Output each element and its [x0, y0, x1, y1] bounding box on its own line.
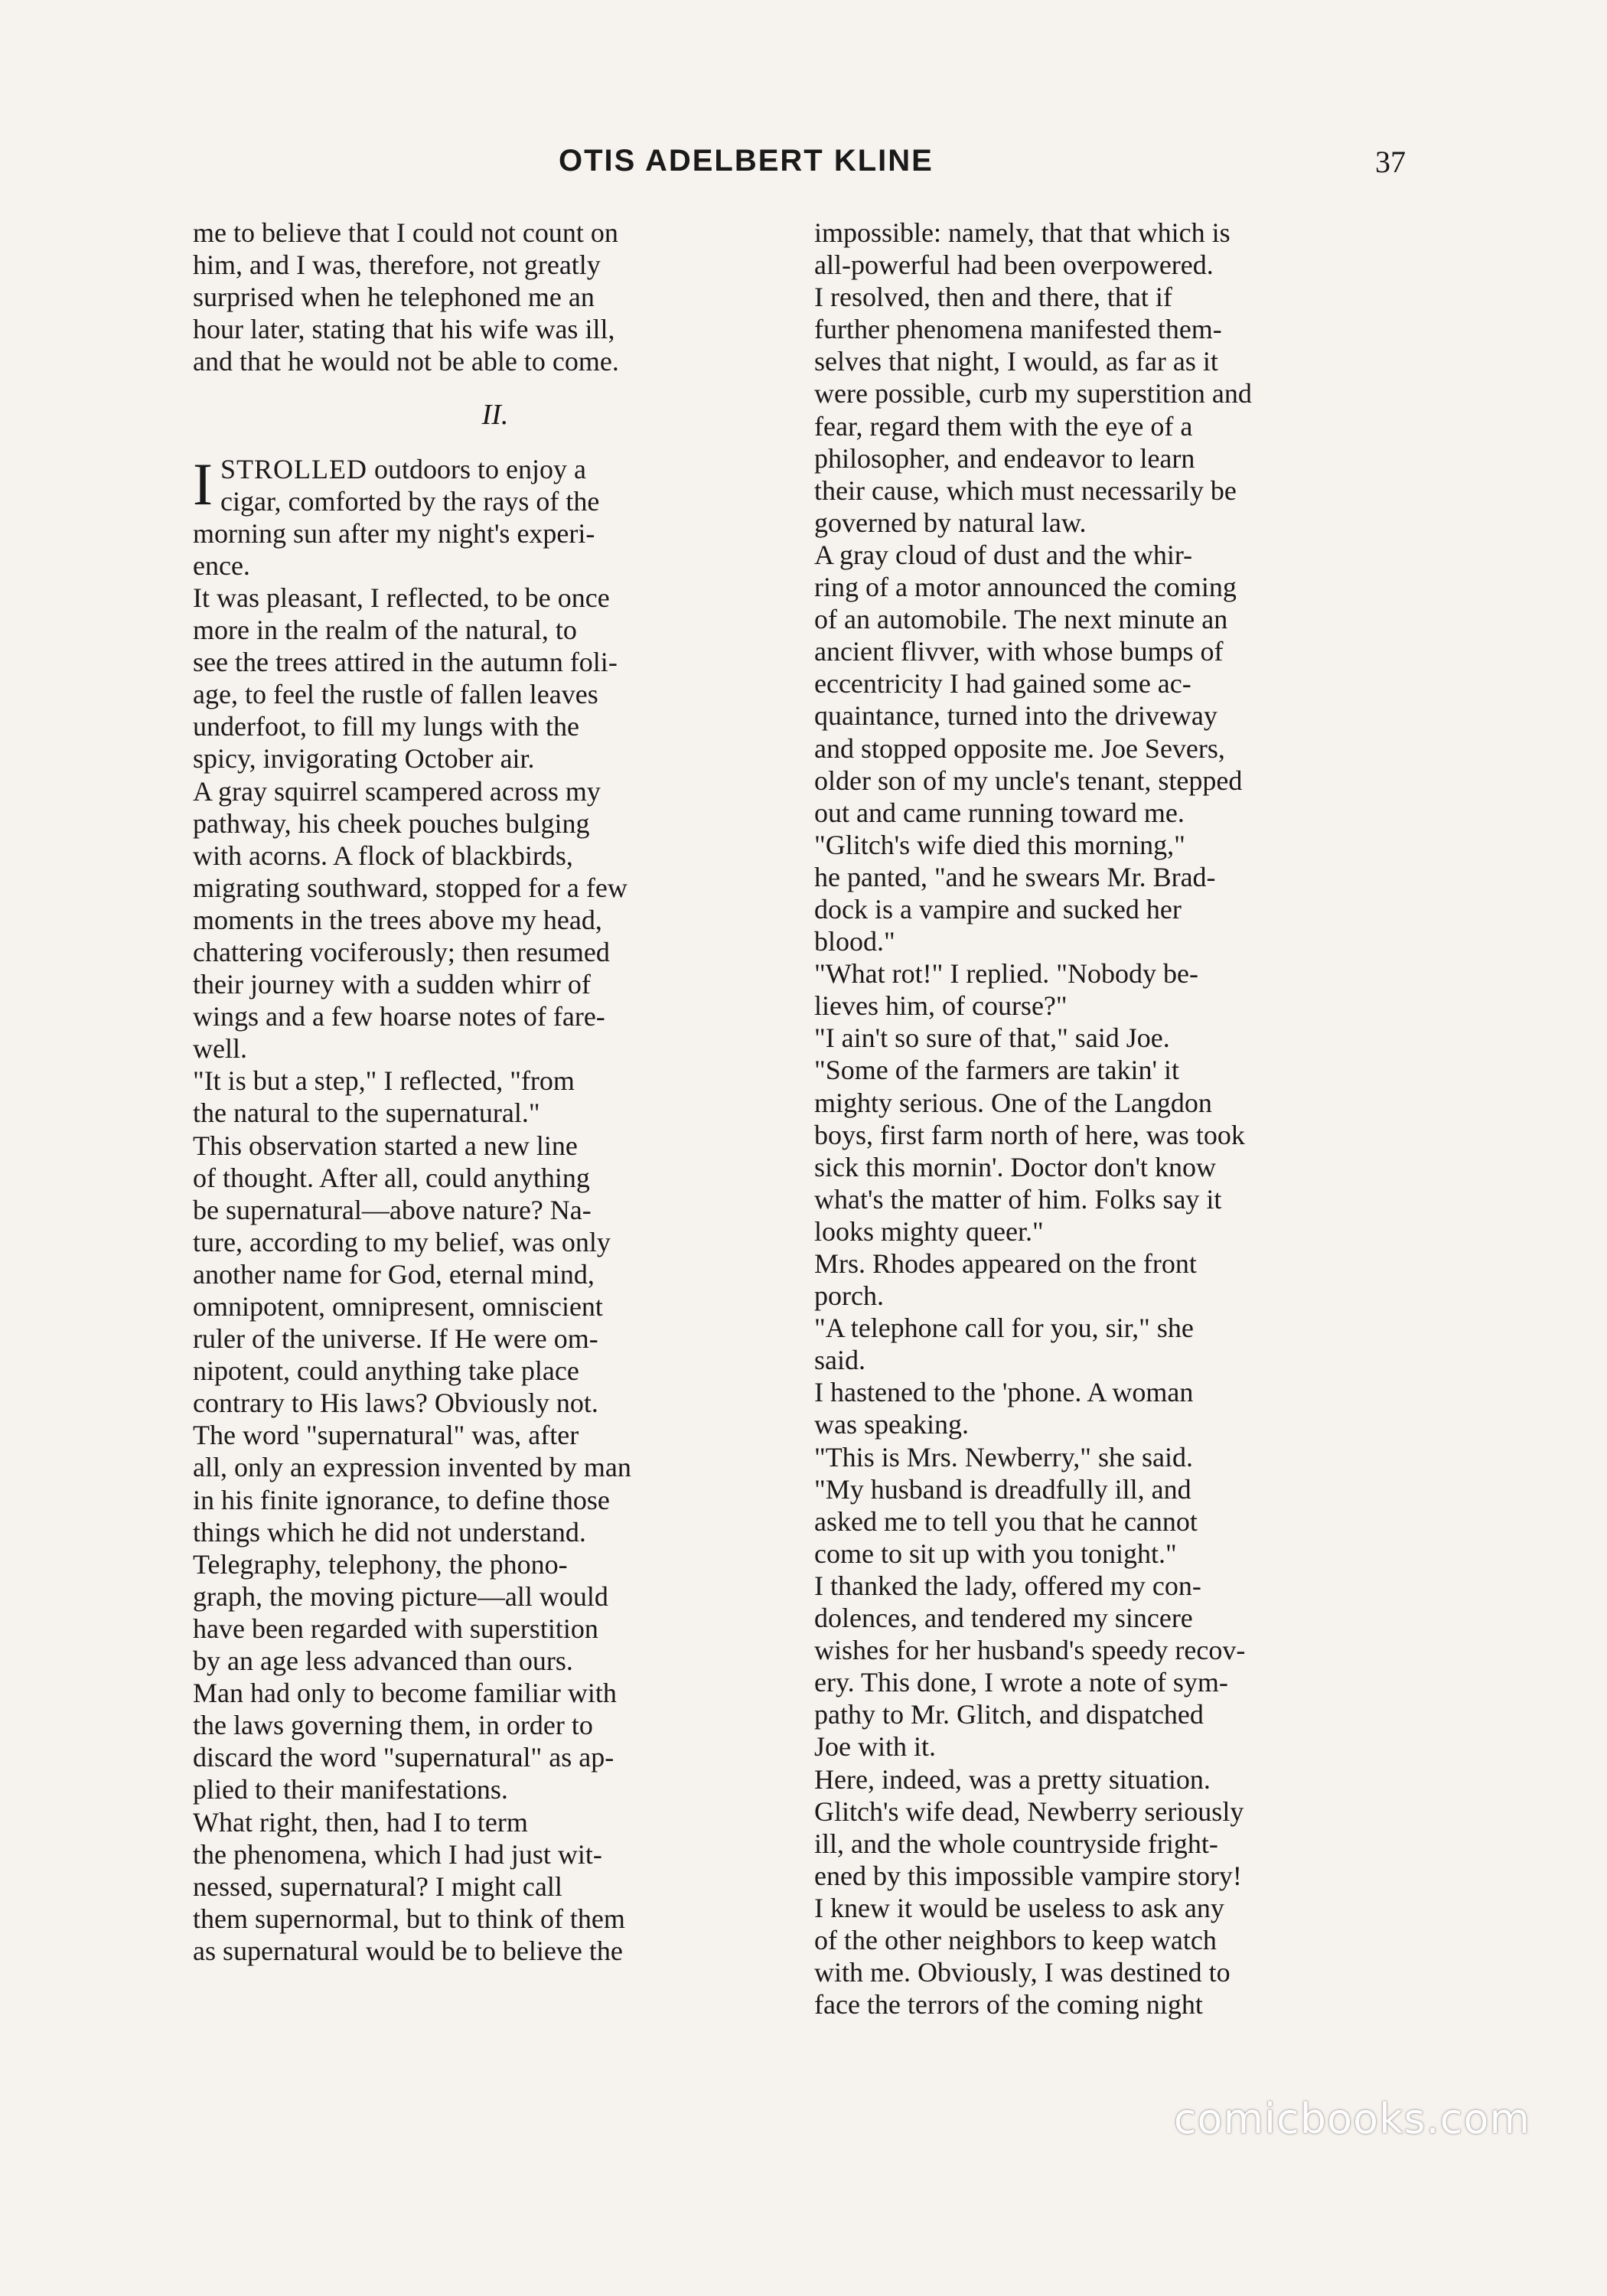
text-line: "It is but a step," I reflected, "from [193, 1065, 575, 1097]
text-line: more in the realm of the natural, to [193, 615, 577, 646]
text-line: said. [814, 1345, 865, 1376]
text-line: cigar, comforted by the rays of the [220, 485, 600, 517]
text-line: out and came running toward me. [814, 797, 1185, 828]
text-line: ring of a motor announced the coming [814, 572, 1237, 603]
text-line: impossible: namely, that that which is [814, 217, 1231, 248]
text-line: underfoot, to fill my lungs with the [193, 711, 579, 742]
text-line: was speaking. [814, 1409, 969, 1440]
text-line: with acorns. A flock of blackbirds, [193, 840, 573, 871]
watermark-logo [1174, 2095, 1530, 2143]
text-line: discard the word "supernatural" as ap- [193, 1742, 614, 1773]
text-line: looks mighty queer." [814, 1215, 1044, 1247]
text-line: selves that night, I would, as far as it [814, 346, 1218, 377]
running-head [191, 144, 1416, 190]
text-line: by an age less advanced than ours. [193, 1645, 573, 1677]
text-line: wings and a few hoarse notes of fare- [193, 1001, 605, 1032]
text-line: governed by natural law. [814, 507, 1087, 538]
text-line: the natural to the supernatural." [193, 1097, 540, 1129]
text-line: hour later, stating that his wife was ill, [193, 314, 615, 345]
text-line: "Some of the farmers are takin' it [814, 1055, 1180, 1086]
text-line: nipotent, could anything take place [193, 1355, 579, 1387]
text-line: asked me to tell you that he cannot [814, 1505, 1198, 1537]
text-line: in his finite ignorance, to define those [193, 1484, 610, 1515]
text-line: me to believe that I could not count on [193, 217, 618, 248]
text-line: ruler of the universe. If He were om- [193, 1323, 598, 1355]
text-line: I thanked the lady, offered my con- [814, 1570, 1201, 1601]
text-line: "What rot!" I replied. "Nobody be- [814, 958, 1198, 990]
text-line: omnipotent, omnipresent, omniscient [193, 1291, 603, 1322]
text-line: This observation started a new line [193, 1130, 578, 1161]
text-line: fear, regard them with the eye of a [814, 410, 1193, 442]
text-line: surprised when he telephoned me an [193, 282, 595, 313]
watermark-text: comicbooks.com [1173, 2095, 1530, 2143]
text-line: migrating southward, stopped for a few [193, 872, 627, 903]
text-line: well. [193, 1033, 247, 1065]
text-line: what's the matter of him. Folks say it [814, 1183, 1222, 1215]
text-line: ill, and the whole countryside fright- [814, 1828, 1218, 1859]
text-line: of an automobile. The next minute an [814, 604, 1228, 635]
text-line: moments in the trees above my head, [193, 904, 602, 935]
text-line: come to sit up with you tonight." [814, 1538, 1177, 1569]
left-column-body [193, 485, 797, 1967]
lead-in-word: STROLLED [220, 453, 367, 484]
text-line: graph, the moving picture—all would [193, 1580, 608, 1612]
text-line: Here, indeed, was a pretty situation. [814, 1763, 1211, 1795]
line: outdoors to enjoy a [367, 453, 586, 484]
text-line: another name for God, eternal mind, [193, 1258, 595, 1290]
text-line: all, only an expression invented by man [193, 1452, 631, 1483]
text-line: with me. Obviously, I was destined to [814, 1957, 1231, 1988]
text-line: them supernormal, but to think of them [193, 1903, 625, 1934]
text-line: pathway, his cheek pouches bulging [193, 807, 590, 839]
text-line: eccentricity I had gained some ac- [814, 668, 1191, 700]
text-line: him, and I was, therefore, not greatly [193, 249, 601, 281]
text-line: the phenomena, which I had just wit- [193, 1838, 602, 1870]
text-line: ence. [193, 550, 250, 581]
text-line: age, to feel the rustle of fallen leaves [193, 679, 598, 710]
text-line: as supernatural would be to believe the [193, 1935, 623, 1966]
text-line: of thought. After all, could anything [193, 1162, 590, 1193]
text-line: morning sun after my night's experi- [193, 517, 595, 549]
text-line: Telegraphy, telephony, the phono- [193, 1548, 568, 1580]
text-line: Joe with it. [814, 1731, 936, 1763]
text-line: A gray cloud of dust and the whir- [814, 539, 1193, 570]
text-line: lieves him, of course?" [814, 990, 1068, 1022]
text-line: he panted, "and he swears Mr. Brad- [814, 861, 1216, 892]
left-column-opening [193, 217, 797, 377]
text-line: A gray squirrel scampered across my [193, 775, 601, 807]
running-title: OTIS ADELBERT KLINE [559, 144, 934, 178]
text-line: of the other neighbors to keep watch [814, 1924, 1217, 1955]
text-line: plied to their manifestations. [193, 1774, 508, 1805]
text-line: "I ain't so sure of that," said Joe. [814, 1022, 1170, 1054]
text-line: chattering vociferously; then resumed [193, 936, 610, 967]
text-line: The word "supernatural" was, after [193, 1420, 579, 1451]
text-line: nessed, supernatural? I might call [193, 1870, 562, 1902]
text-line: have been regarded with superstition [193, 1613, 598, 1644]
text-line: ery. This done, I wrote a note of sym- [814, 1667, 1228, 1698]
text-line: I resolved, then and there, that if [814, 282, 1172, 313]
text-line: blood." [814, 926, 895, 957]
text-line: ture, according to my belief, was only [193, 1226, 611, 1257]
text-line: ened by this impossible vampire story! [814, 1860, 1242, 1891]
text-line: "My husband is dreadfully ill, and [814, 1473, 1191, 1505]
text-line: It was pleasant, I reflected, to be once [193, 582, 610, 613]
text-line: see the trees attired in the autumn foli- [193, 647, 618, 678]
text-line: and stopped opposite me. Joe Severs, [814, 732, 1225, 764]
text-line: face the terrors of the coming night [814, 1989, 1203, 2020]
text-line: philosopher, and endeavor to learn [814, 442, 1195, 474]
text-line: dock is a vampire and sucked her [814, 893, 1182, 925]
text-line: I knew it would be useless to ask any [814, 1892, 1224, 1923]
right-column-body [814, 217, 1419, 2020]
text-line: contrary to His laws? Obviously not. [193, 1388, 598, 1419]
text-line: "A telephone call for you, sir," she [814, 1313, 1194, 1344]
text-line: "This is Mrs. Newberry," she said. [814, 1441, 1193, 1473]
page-number: 37 [1375, 145, 1406, 179]
text-line: things which he did not understand. [193, 1516, 586, 1548]
text-line: mighty serious. One of the Langdon [814, 1087, 1212, 1118]
text-line: and that he would not be able to come. [193, 346, 619, 377]
left-column [193, 217, 797, 1967]
text-line: What right, then, had I to term [193, 1806, 528, 1838]
text-line: were possible, curb my superstition and [814, 378, 1252, 409]
right-column [814, 217, 1419, 2020]
text-line: dolences, and tendered my sincere [814, 1603, 1193, 1634]
text-line: Mrs. Rhodes appeared on the front [814, 1248, 1197, 1279]
text-line: their cause, which must necessarily be [814, 475, 1237, 506]
text-line: further phenomena manifested them- [814, 314, 1222, 345]
drop-cap: I [193, 450, 213, 517]
text-line: sick this mornin'. Doctor don't know [814, 1151, 1216, 1182]
text-line: quaintance, turned into the driveway [814, 700, 1217, 732]
text-line: "Glitch's wife died this morning," [814, 829, 1185, 860]
text-line: all-powerful had been overpowered. [814, 249, 1214, 281]
text-line: boys, first farm north of here, was took [814, 1119, 1245, 1150]
text-line: the laws governing them, in order to [193, 1710, 593, 1741]
text-line: wishes for her husband's speedy recov- [814, 1635, 1246, 1666]
text-line: ancient flivver, with whose bumps of [814, 636, 1224, 667]
section-heading: II. [481, 399, 509, 432]
text-line: porch. [814, 1280, 884, 1312]
text-line: I hastened to the 'phone. A woman [814, 1377, 1194, 1408]
text-line: be supernatural—above nature? Na- [193, 1194, 592, 1225]
text-line: Man had only to become familiar with [193, 1678, 617, 1709]
text-line: pathy to Mr. Glitch, and dispatched [814, 1699, 1204, 1730]
text-line: their journey with a sudden whirr of [193, 969, 591, 1000]
text-line: spicy, invigorating October air. [193, 743, 535, 775]
text-line: older son of my uncle's tenant, stepped [814, 765, 1243, 796]
text-line: Glitch's wife dead, Newberry seriously [814, 1795, 1244, 1827]
